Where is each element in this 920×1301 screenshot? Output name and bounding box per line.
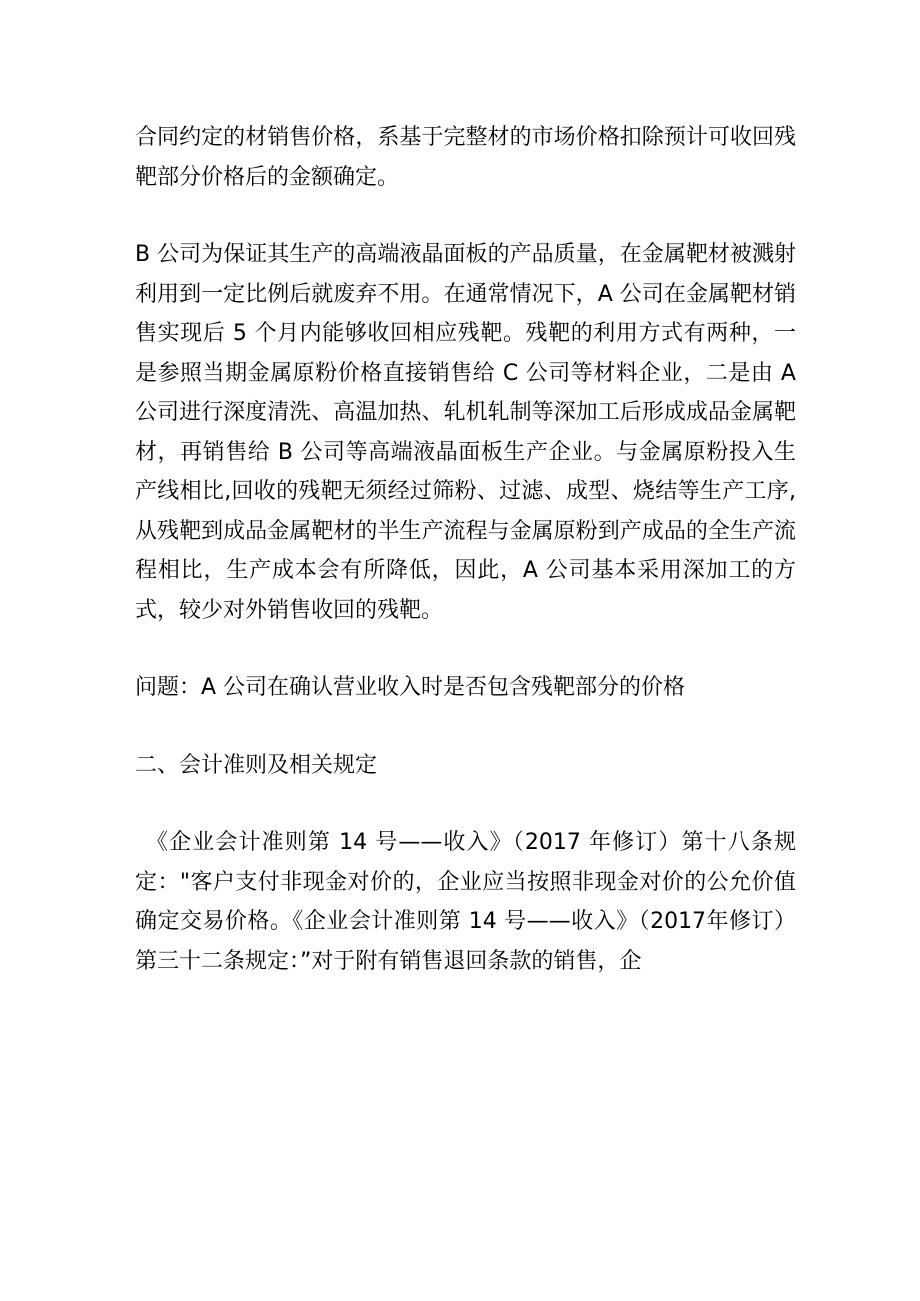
paragraph-question: 问题：A 公司在确认营业收入时是否包含残靶部分的价格 — [135, 675, 686, 700]
section-heading-standards: 二、会计准则及相关规定 — [135, 752, 378, 778]
paragraph-gap — [135, 197, 796, 235]
paragraph-gap — [135, 785, 796, 823]
paragraph-case-background: B 公司为保证其生产的高端液晶面板的产品质量，在金属靶材被溅射利用到一定比例后就废弃不用。在通常情况下，A 公司在金属靶材销售实现后 5 个月内能够收回相应残靶。残靶的利用方式有两种，一是参照当期金属原粉价格直接销售给 C 公司等材料企业，二是由 A 公司进行深度清洗、高温加热、轧机轧制等深加工后形成成品金属靶材，再销售给 B 公司等高端液晶面板生产企业。与金属原粉投入生产线相比,回收的残靶无须经过筛粉、过滤、成型、烧结等生产工序,从残靶到成品金属靶材的半生产流程与金属原粉到产成品的全生产流程相比，生产成本会有所降低，因此，A 公司基本采用深加工的方式，较少对外销售收回的残靶。 — [135, 242, 796, 623]
paragraph-pricing-basis: 合同约定的材销售价格，系基于完整材的市场价格扣除预计可收回残靶部分价格后的金额确定。 — [135, 125, 796, 190]
paragraph-standard-quote: 《企业会计准则第 14 号——收入》（2017 年修订）第十八条规定："客户支付非现金对价的，企业应当按照非现金对价的公允价值确定交易价格。《企业会计准则第 14 号——收入》（2017年修订）第三十二条规定：”对于附有销售退回条款的销售，企 — [135, 830, 796, 974]
paragraph-gap — [135, 630, 796, 668]
paragraph-gap — [135, 708, 796, 746]
